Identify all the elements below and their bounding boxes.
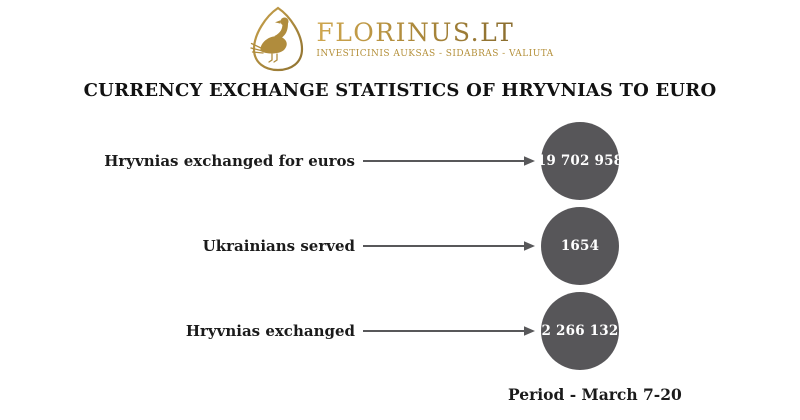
- stat-circle: [536, 122, 624, 200]
- goose-egg-logo-icon: [246, 6, 310, 72]
- stat-circle: [541, 292, 619, 370]
- stat-label: Ukrainians served: [202, 237, 355, 255]
- stat-label: Hryvnias exchanged for euros: [104, 152, 355, 170]
- page-title: CURRENCY EXCHANGE STATISTICS OF HRYVNIAS TO EURO: [83, 80, 717, 101]
- arrow-right-icon: [363, 325, 535, 337]
- stat-circle: [541, 207, 619, 285]
- stat-value: 19 702 958: [536, 153, 624, 169]
- brand-header: [0, 6, 800, 72]
- period-label: Period - March 7-20: [508, 385, 682, 404]
- stat-value: 2 266 132: [541, 323, 619, 339]
- brand-name: FLORINUS.LT: [316, 18, 515, 47]
- brand-tagline: INVESTICINIS AUKSAS - SIDABRAS - VALIUTA: [316, 49, 554, 59]
- stat-row-hryvnias-exchanged: [0, 292, 800, 370]
- arrow-right-icon: [363, 240, 535, 252]
- arrow-right-icon: [363, 155, 535, 167]
- stat-row-ukrainians-served: [0, 207, 800, 285]
- stat-label: Hryvnias exchanged: [185, 322, 355, 340]
- stat-row-hryvnias-for-euros: [0, 122, 800, 200]
- stat-value: 1654: [560, 238, 600, 254]
- brand-wordmark: [316, 19, 553, 59]
